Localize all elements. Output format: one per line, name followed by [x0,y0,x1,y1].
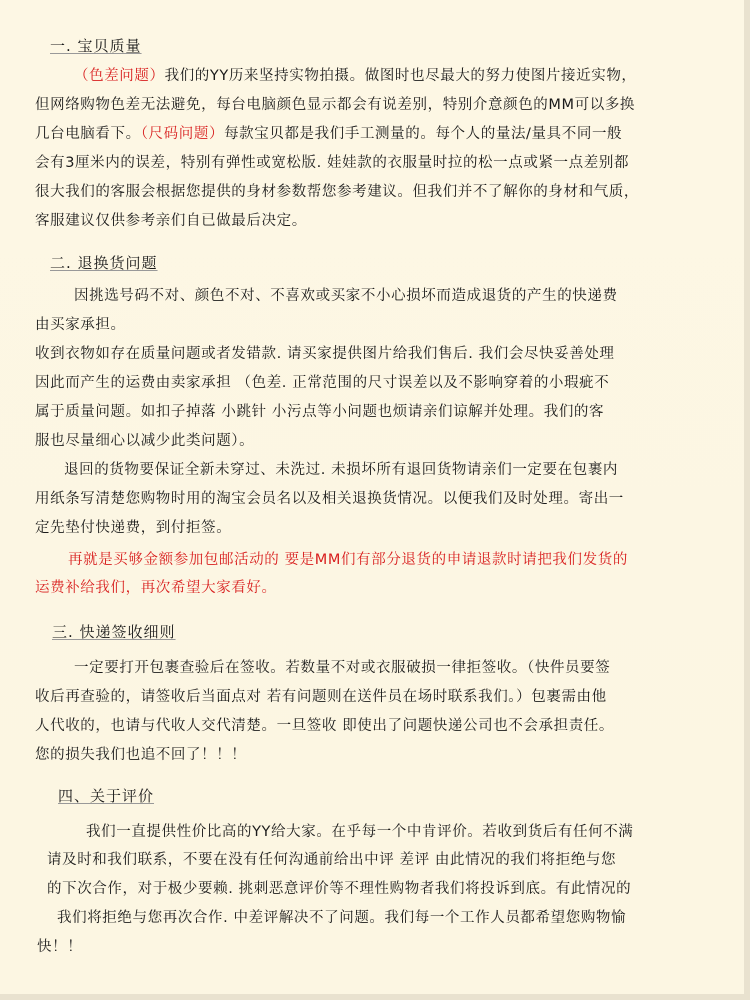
body-text: 每款宝贝都是我们手工测量的。每个人的量法/量具不同一般 [224,126,623,142]
paragraph-line [35,431,254,451]
paragraph-line [35,211,307,231]
body-text: 服也尽量细心以减少此类问题）。 [35,433,255,449]
paragraph-line [35,687,607,707]
paragraph-line [35,124,622,144]
paragraph-line [68,550,628,570]
paragraph-line [35,344,615,364]
body-text: 客服建议仅供参考亲们自已做最后决定。 [35,213,307,229]
body-text: 的下次合作，对于极少要赖. 挑刺恶意评价等不理性购物者我们将投诉到底。有此情况的 [47,881,632,897]
body-text: 请及时和我们联系，不要在没有任何沟通前给出中评 差评 由此情况的我们将拒绝与您 [47,852,617,868]
body-text: 人代收的，也请与代收人交代清楚。一旦签收 即使出了问题快递公司也不会承担责任。 [35,718,615,734]
section-heading: 一. 宝贝质量 [50,37,142,55]
section-heading: 二. 退换货问题 [50,254,158,272]
paragraph-line [35,182,639,202]
paragraph-line [47,850,616,870]
body-text: 因挑选号码不对、颜色不对、不喜欢或买家不小心损坏而造成退货的产生的快递费 [74,288,618,304]
paragraph-line [35,373,609,393]
body-text: 我们的YY历来坚持实物拍摄。做图时也尽最大的努力使图片接近实物， [164,68,637,84]
body-text: 收后再查验的，请签收后当面点对 若有问题则在送件员在场时联系我们。）包裹需由他 [35,689,607,705]
paragraph-line [35,315,126,335]
body-text: 定先垫付快递费，到付拒签。 [35,520,232,536]
body-text: 退回的货物要保证全新未穿过、未洗过. 未损坏所有退回货物请亲们一定要在包裹内 [64,462,619,478]
body-text: 由买家承担。 [35,317,126,333]
paragraph-line [74,658,610,678]
paragraph-line [35,489,624,509]
body-text: 用纸条写清楚您购物时用的淘宝会员名以及相关退换货情况。以便我们及时处理。寄出一 [35,491,624,507]
paragraph-line [47,879,631,899]
paragraph-line [57,908,626,928]
paragraph-line [86,822,633,842]
paragraph-line [35,745,246,765]
paragraph-line [74,66,637,86]
highlight-text: 再就是买够金额参加包邮活动的 要是MM们有部分退货的申请退款时请把我们发货的 [68,552,628,568]
section-heading: 四、关于评价 [58,787,155,805]
highlight-text: （色差问题） [74,68,165,84]
body-text: 我们一直提供性价比高的YY给大家。在乎每一个中肯评价。若收到货后有任何不满 [86,824,634,840]
highlight-text: 运费补给我们，再次希望大家看好。 [35,580,277,596]
body-text: 因此而产生的运费由卖家承担 （色差. 正常范围的尺寸误差以及不影响穿着的小瑕疵不 [35,375,610,391]
highlight-text: （尺码问题） [140,126,225,142]
body-text: 收到衣物如存在质量问题或者发错款. 请买家提供图片给我们售后. 我们会尽快妥善处理 [35,346,615,362]
section-heading: 三. 快递签收细则 [52,623,176,641]
body-text: 很大我们的客服会根据您提供的身材参数帮您参考建议。但我们并不了解你的身材和气质， [35,184,639,200]
paragraph-line [35,716,614,736]
paragraph-line [74,286,618,306]
body-text: 一定要打开包裹查验后在签收。若数量不对或衣服破损一律拒签收。（快件员要签 [74,660,611,676]
body-text: 但网络购物色差无法避免，每台电脑颜色显示都会有说差别，特别介意颜色的MM可以多换 [35,97,636,113]
body-text: 您的损失我们也追不回了！！！ [35,747,247,763]
paragraph-line [35,95,635,115]
body-text: 快！！ [37,939,83,955]
body-text: 属于质量问题。如扣子掉落 小跳针 小污点等小问题也烦请亲们谅解并处理。我们的客 [35,404,605,420]
paragraph-line [35,402,604,422]
paragraph-line [35,518,231,538]
paragraph-line [64,460,618,480]
body-text: 我们将拒绝与您再次合作. 中差评解决不了问题。我们每一个工作人员都希望您购物愉 [57,910,627,926]
body-text: 会有3厘米内的误差，特别有弹性或宽松版. 娃娃款的衣服量时拉的松一点或紧一点差别都 [35,155,630,171]
paragraph-line [35,578,277,598]
paragraph-line [35,153,629,173]
paragraph-line [37,937,82,957]
body-text: 几台电脑看下。 [35,126,141,142]
